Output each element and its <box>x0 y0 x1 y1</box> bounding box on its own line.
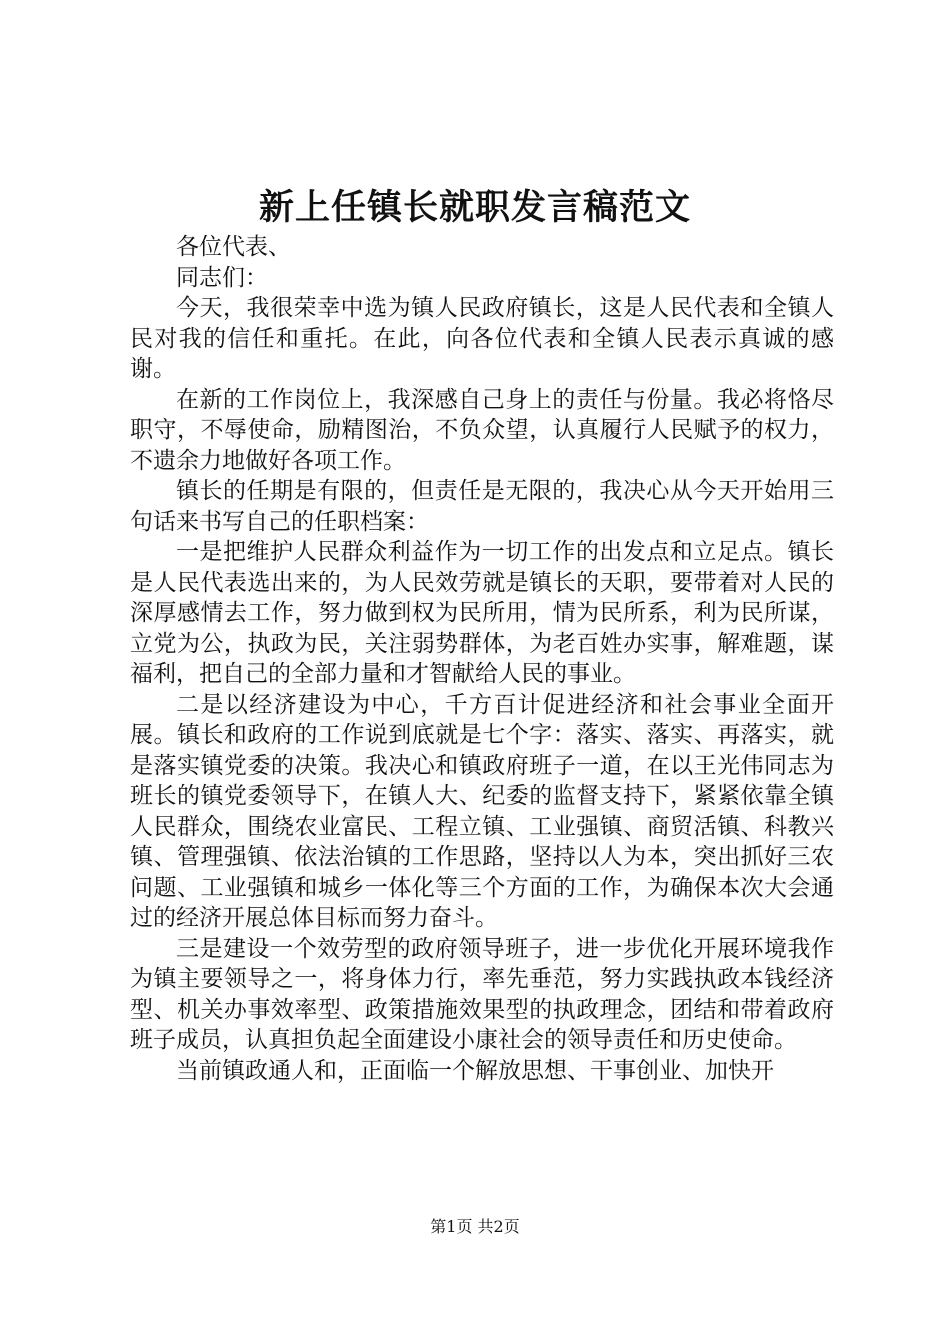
salutation-line-2: 同志们： <box>176 264 268 291</box>
document-body <box>130 232 834 1086</box>
paragraph-point-one: 一是把维护人民群众利益作为一切工作的出发点和立足点。镇长是人民代表选出来的，为人民效劳就是镇长的天职，要带着对人民的深厚感情去工作，努力做到权为民所用，情为民所系，利为民所谋，立党为公，执政为民，关注弱势群体，为老百姓办实事，解难题，谋福利，把自己的全部力量和才智献给人民的事业。 <box>130 539 834 687</box>
paragraph-responsibility: 在新的工作岗位上，我深感自己身上的责任与份量。我必将恪尽职守，不辱使命，励精图治，不负众望，认真履行人民赋予的权力，不遗余力地做好各项工作。 <box>130 386 834 474</box>
paragraph-term: 镇长的任期是有限的，但责任是无限的，我决心从今天开始用三句话来书写自己的任职档案： <box>130 478 834 535</box>
paragraph-point-three: 三是建设一个效劳型的政府领导班子，进一步优化开展环境我作为镇主要领导之一，将身体力行，率先垂范，努力实践执政本钱经济型、机关办事效率型、政策措施效果型的执政理念，团结和带着政府班子成员，认真担负起全面建设小康社会的领导责任和历史使命。 <box>130 935 834 1053</box>
salutation-line-1: 各位代表、 <box>176 234 291 260</box>
document-title: 新上任镇长就职发言稿范文 <box>258 187 691 228</box>
paragraph-current: 当前镇政通人和，正面临一个解放思想、干事创业、加快开 <box>176 1057 774 1084</box>
paragraph-thanks: 今天，我很荣幸中选为镇人民政府镇长，这是人民代表和全镇人民对我的信任和重托。在此，向各位代表和全镇人民表示真诚的感谢。 <box>130 295 834 382</box>
paragraph-point-two: 二是以经济建设为中心，千方百计促进经济和社会事业全面开展。镇长和政府的工作说到底就是七个字：落实、落实、再落实，就是落实镇党委的决策。我决心和镇政府班子一道，在以王光伟同志为班长的镇党委领导下，在镇人大、纪委的监督支持下，紧紧依靠全镇人民群众，围绕农业富民、工程立镇、工业强镇、商贸活镇、科教兴镇、管理强镇、依法治镇的工作思路，坚持以人为本，突出抓好三农问题、工业强镇和城乡一体化等三个方面的工作，为确保本次大会通过的经济开展总体目标而努力奋斗。 <box>130 691 834 931</box>
page-footer: 第1页 共2页 <box>430 1217 520 1236</box>
